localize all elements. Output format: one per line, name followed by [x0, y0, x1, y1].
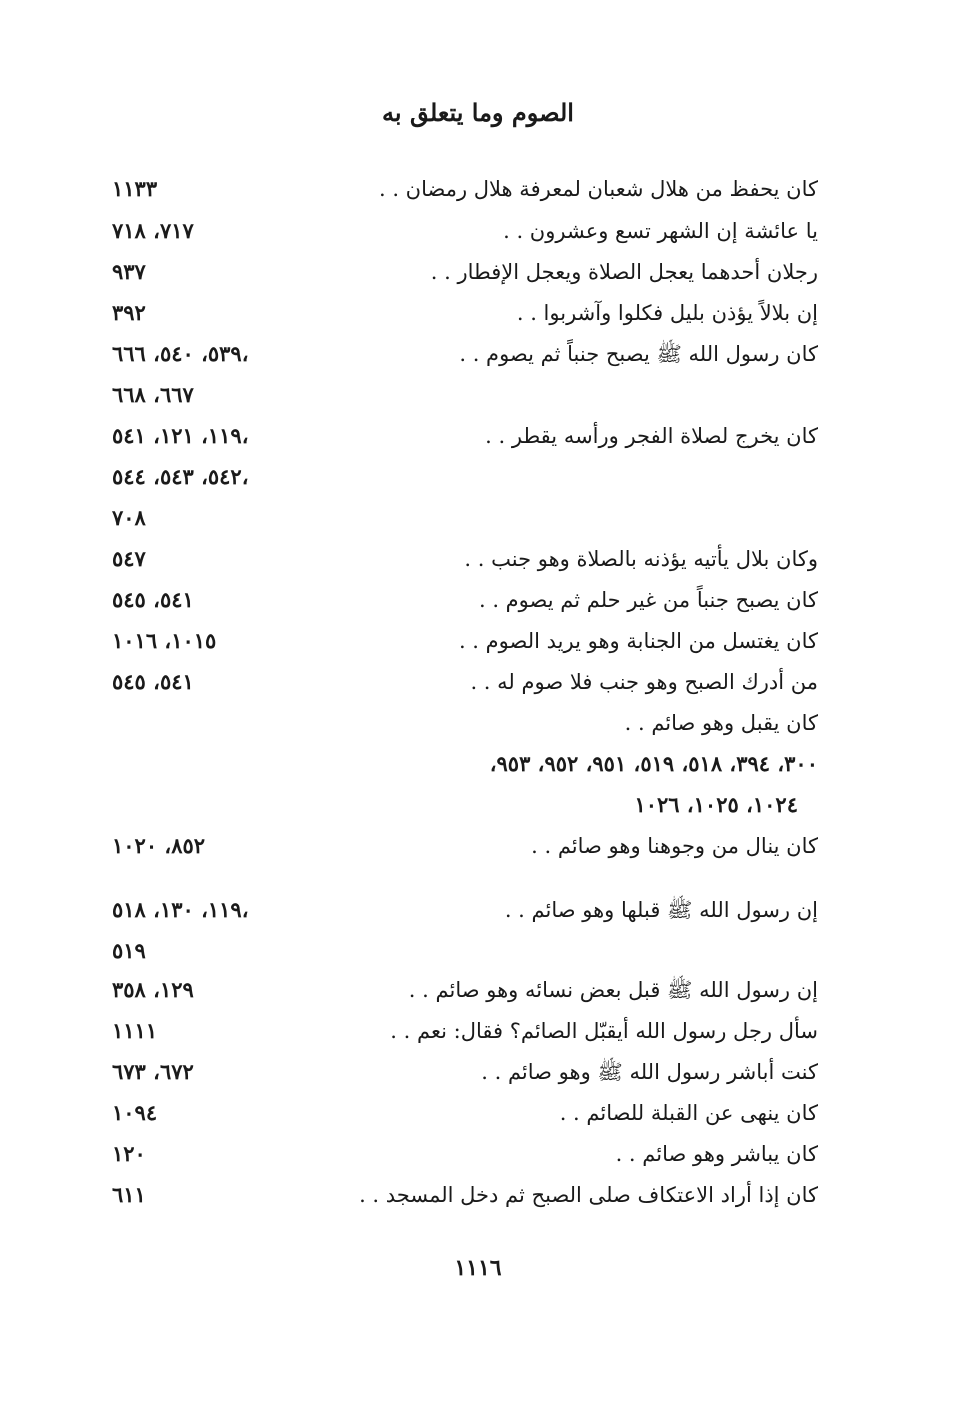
hadith-text: إن رسول الله ﷺ قبل بعض نسائه وهو صائم . .	[408, 978, 818, 1002]
hadith-text: يا عائشة إن الشهر تسع وعشرون . .	[503, 219, 818, 243]
page-references: ٩٣٧	[112, 259, 146, 284]
page-references: ٥٣٩، ٥٤٠، ٦٦٦،	[112, 341, 249, 366]
hadith-text: كان يحفظ من هلال شعبان لمعرفة هلال رمضان . .	[378, 177, 818, 201]
index-entry	[0, 1093, 956, 1133]
index-entry	[0, 826, 956, 866]
index-entry	[0, 416, 956, 456]
hadith-text: رجلان أحدهما يعجل الصلاة ويعجل الإفطار . .	[430, 260, 818, 284]
index-entry	[0, 703, 956, 743]
page-references: ٥٤١، ٥٤٥	[112, 669, 194, 694]
index-entry	[0, 498, 956, 538]
page-references: ٧١٧، ٧١٨	[112, 218, 194, 243]
index-entry	[0, 970, 956, 1010]
index-entry	[0, 890, 956, 930]
index-entry	[0, 457, 956, 497]
hadith-text: وكان بلال يأتيه يؤذنه بالصلاة وهو جنب . .	[464, 547, 818, 571]
page-references: ١١٩، ١٣٠، ٥١٨،	[112, 897, 249, 922]
hadith-text: كان يغتسل من الجنابة وهو يريد الصوم . .	[458, 629, 818, 653]
index-entry	[0, 931, 956, 971]
page-references: ٦١١	[112, 1182, 146, 1207]
index-entry	[0, 334, 956, 374]
index-entry	[0, 1134, 956, 1174]
page-title: الصوم وما يتعلق به	[382, 98, 574, 127]
page-references-continued: ٣٠٠، ٣٩٤، ٥١٨، ٥١٩، ٩٥١، ٩٥٢، ٩٥٣،	[489, 751, 818, 776]
page-number: ١١١٦	[454, 1255, 502, 1281]
index-entry	[0, 580, 956, 620]
page-references: ٦٧٢، ٦٧٣	[112, 1059, 194, 1084]
hadith-text: كان إذا أراد الاعتكاف صلى الصبح ثم دخل المسجد . .	[359, 1183, 818, 1207]
index-entry	[0, 1052, 956, 1092]
hadith-text: إن رسول الله ﷺ قبلها وهو صائم . .	[504, 898, 818, 922]
index-entry	[0, 744, 956, 784]
page-references: ٣٩٢	[112, 300, 146, 325]
hadith-text: كان يخرج لصلاة الفجر ورأسه يقطر . .	[485, 424, 818, 448]
index-entry	[0, 169, 956, 209]
page-references: ٥٤٧	[112, 546, 146, 571]
page-references: ١١٣٣	[112, 176, 158, 201]
hadith-text: كنت أباشر رسول الله ﷺ وهو صائم . .	[481, 1060, 818, 1084]
index-entry	[0, 621, 956, 661]
hadith-text: سأل رجل رسول الله أيقبّل الصائم؟ فقال: نعم . .	[390, 1019, 818, 1043]
hadith-text: كان ينال من وجوهنا وهو صائم . .	[531, 834, 818, 858]
page-references: ٨٥٢، ١٠٢٠	[112, 833, 206, 858]
page-references: ١٠١٥، ١٠١٦	[112, 628, 217, 653]
index-entry	[0, 375, 956, 415]
hadith-text: كان ينهى عن القبلة للصائم . .	[559, 1101, 818, 1125]
index-entry	[0, 211, 956, 251]
page-references: ٦٦٧، ٦٦٨	[112, 382, 194, 407]
page-references: ٥٤١، ٥٤٥	[112, 587, 194, 612]
hadith-text: كان يباشر وهو صائم . .	[615, 1142, 818, 1166]
hadith-text: كان يقبل وهو صائم . .	[624, 711, 818, 735]
page-references: ٥١٩	[112, 938, 146, 963]
page-references: ١٢٩، ٣٥٨	[112, 977, 194, 1002]
hadith-text: من أدرك الصبح وهو جنب فلا صوم له . .	[470, 670, 818, 694]
index-entry	[0, 539, 956, 579]
index-entry	[0, 1175, 956, 1215]
page-references: ١٢٠	[112, 1141, 146, 1166]
hadith-text: كان يصبح جنباً من غير حلم ثم يصوم . .	[478, 588, 818, 612]
page-references-continued: ١٠٢٤، ١٠٢٥، ١٠٢٦	[634, 792, 798, 817]
page-references: ٥٤٢، ٥٤٣، ٥٤٤،	[112, 464, 249, 489]
page-references: ٧٠٨	[112, 505, 146, 530]
index-entry	[0, 293, 956, 333]
page-references: ١١٩، ١٢١، ٥٤١،	[112, 423, 249, 448]
index-entry	[0, 662, 956, 702]
hadith-text: إن بلالاً يؤذن بليل فكلوا وآشربوا . .	[516, 301, 818, 325]
hadith-text: كان رسول الله ﷺ يصبح جنباً ثم يصوم . .	[459, 342, 818, 366]
index-entry	[0, 1011, 956, 1051]
page-references: ١٠٩٤	[112, 1100, 158, 1125]
index-entry	[0, 252, 956, 292]
index-entry	[0, 785, 956, 825]
page-references: ١١١١	[112, 1018, 158, 1043]
